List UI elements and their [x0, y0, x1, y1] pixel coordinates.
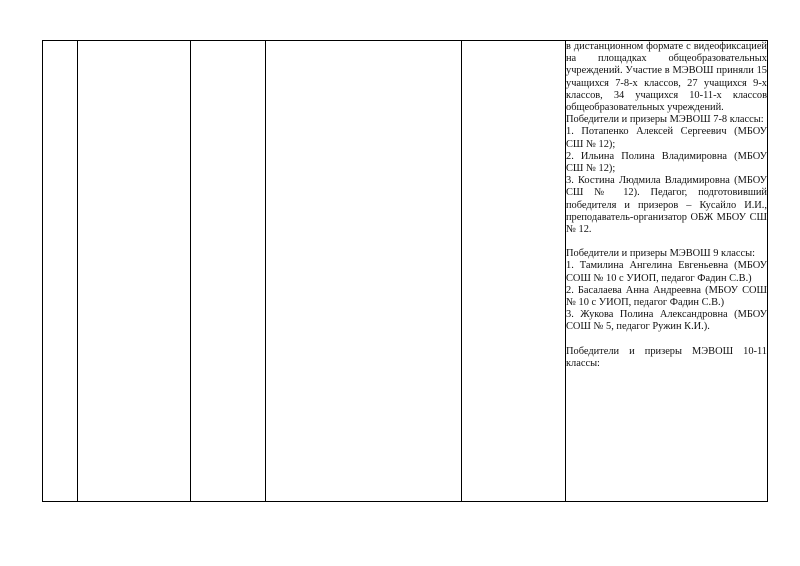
heading-7-8: Победители и призеры МЭВОШ 7-8 классы: — [566, 114, 764, 126]
report-table — [42, 40, 768, 502]
cell-date — [191, 41, 266, 502]
spacer — [566, 236, 767, 248]
heading-9: Победители и призеры МЭВОШ 9 классы: — [566, 248, 755, 260]
list-item: 2. Басалаева Анна Андреевна (МБОУ СОШ № 10 с УИОП, педагог Фадин С.В.) — [566, 284, 767, 309]
heading-10-11: Победители и призеры МЭВОШ 10-11 классы: — [566, 345, 767, 369]
list-item: 3. Костина Людмила Владимировна (МБОУ СШ № 12). Педагог, подготовивший победителя и призеров – Кусайло И.И., преподаватель-организатор ОБЖ МБОУ СШ № 12. — [566, 175, 767, 236]
table-row — [43, 41, 768, 502]
cell-number — [43, 41, 78, 502]
list-item: 2. Ильина Полина Владимировна (МБОУ СШ № 12); — [566, 150, 767, 175]
list-item: 1. Тамилина Ангелина Евгеньевна (МБОУ СОШ № 10 с УИОП, педагог Фадин С.В.) — [566, 260, 767, 284]
cell-description — [266, 41, 462, 502]
list-item: 3. Жукова Полина Александровна (МБОУ СОШ № 5, педагог Ружин К.И.). — [566, 309, 767, 333]
intro-paragraph: в дистанционном формате с видеофиксацией на площадках общеобразовательных учреждений. Участие в МЭВОШ приняли 15 учащихся 7-8-х классов, 27 учащихся 9-х классов, 34 учащихся 10-11-х классов общеобразовательных учреждений. — [566, 41, 767, 114]
cell-event — [78, 41, 191, 502]
cell-results — [566, 41, 768, 502]
spacer — [566, 334, 767, 346]
list-item: 1. Потапенко Алексей Сергеевич (МБОУ СШ № 12); — [566, 126, 767, 150]
cell-participants — [462, 41, 566, 502]
